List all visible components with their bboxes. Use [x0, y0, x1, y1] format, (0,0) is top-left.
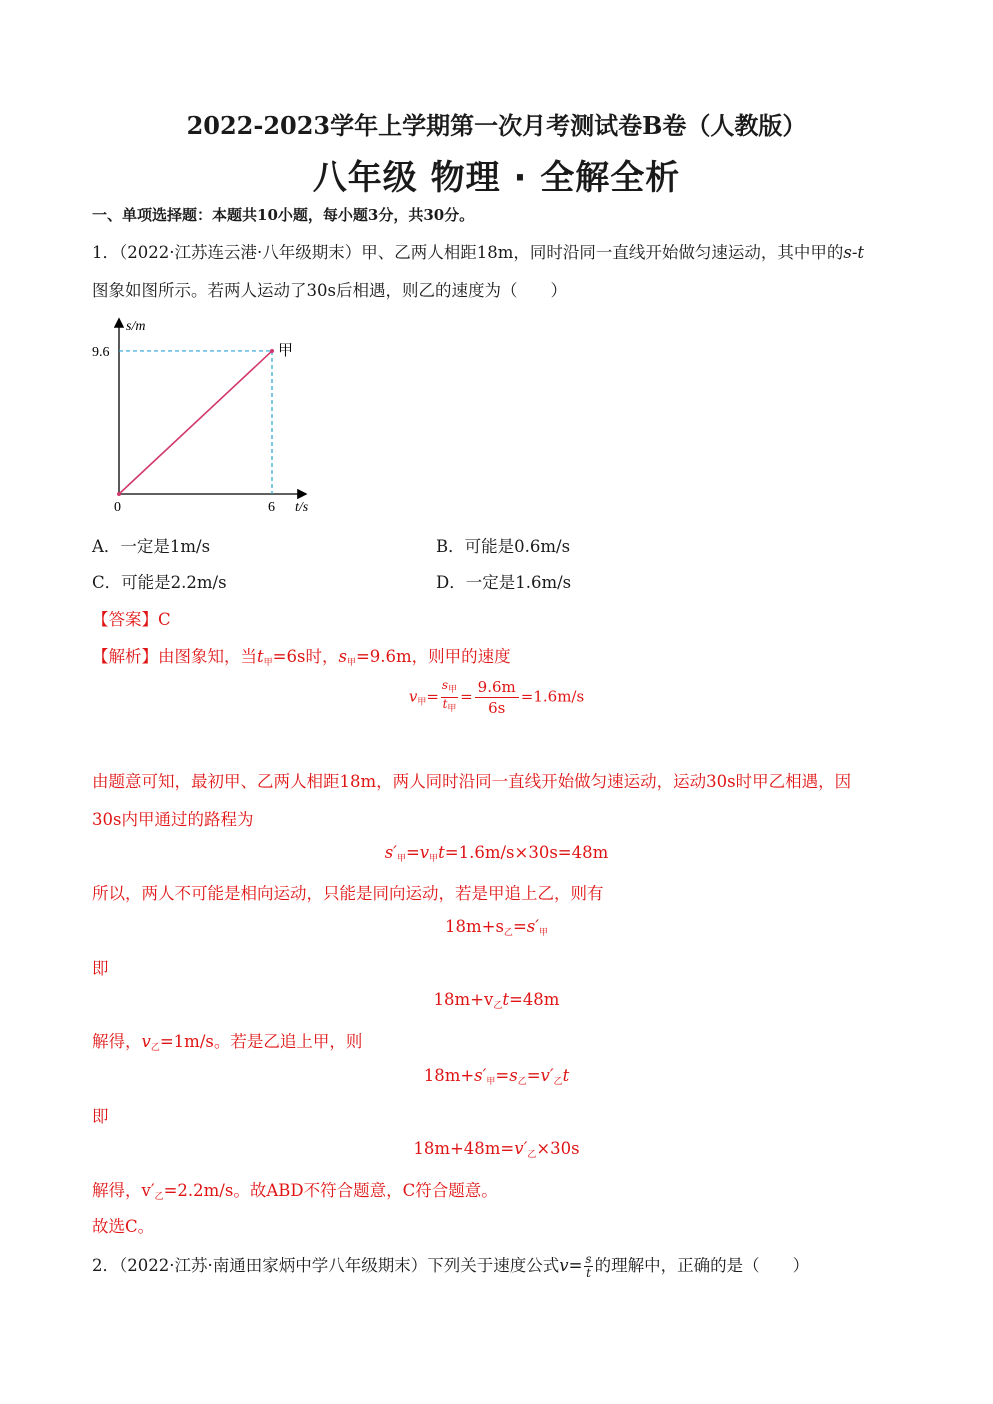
analysis-line1: 【解析】由图象知，当$t_甲=6s$时，$s_甲=9.6m$，则甲的速度	[92, 647, 511, 668]
answer: 【答案】C	[92, 610, 171, 629]
series-label-jia: 甲	[278, 342, 294, 359]
equation-3: $18m+v_乙t=48m$	[433, 990, 560, 1011]
q1-stem-line1: 1．（2022·江苏连云港·八年级期末）甲、乙两人相距18m，同时沿同一直线开始做匀速运动，其中甲的s-t	[92, 243, 865, 262]
analysis-para3: 所以，两人不可能是相向运动，只能是同向运动，若是甲追上乙，则有	[92, 884, 604, 903]
equation-2: $18m+s_乙=s'_甲$	[444, 917, 548, 938]
ji-1: 即	[92, 959, 109, 978]
option-d: D．一定是1.6m/s	[436, 573, 572, 592]
series-line-jia	[119, 351, 272, 494]
data-point-origin	[117, 492, 121, 496]
x-tick-label-0: 0	[114, 500, 121, 515]
option-b: B．可能是0.6m/s	[436, 537, 571, 556]
option-a: A．一定是1m/s	[92, 537, 211, 556]
equation-4: $18m+s'_甲=s_乙=v'_乙t$	[423, 1066, 570, 1087]
analysis-para2-line1: 由题意可知，最初甲、乙两人相距18m，两人同时沿同一直线开始做匀速运动，运动30s时甲乙相遇，因	[92, 772, 852, 791]
document-subtitle: 八年级 物理 · 全解全析	[312, 158, 681, 198]
data-point-end	[270, 349, 274, 353]
analysis-para5: 解得，$v'_乙=2.2m/s$。故ABD不符合题意，C符合题意。	[92, 1181, 498, 1202]
x-tick-label-6: 6	[268, 500, 275, 515]
st-graph	[90, 312, 320, 524]
y-tick-label: 9.6	[92, 344, 110, 360]
analysis-para2-line2: 30s内甲通过的路程为	[92, 810, 254, 829]
q2-stem: 2．（2022·江苏·南通田家炳中学八年级期末）下列关于速度公式v= $\frac{s}{t}$ 的理解中，正确的是（ ）	[92, 1252, 810, 1280]
final-choice: 故选C。	[92, 1217, 155, 1236]
y-axis-label: s/m	[126, 319, 146, 334]
formula-velocity-jia: $v_甲=$ $\frac{s_甲}{t_甲}$ = $\frac{9.6m}{6s}$ =1.6m/s	[408, 678, 585, 717]
equation-distance-jia: $s'_甲=v_甲t=1.6m/s\times 30s=48m$	[384, 843, 609, 864]
ji-2: 即	[92, 1107, 109, 1126]
x-axis-label: t/s	[295, 500, 309, 515]
document-title: 2022-2023学年上学期第一次月考测试卷B卷（人教版）	[186, 111, 807, 140]
section-heading: 一、单项选择题：本题共10小题，每小题3分，共30分。	[92, 206, 475, 224]
option-c: C．可能是2.2m/s	[92, 573, 227, 592]
q1-stem-line2: 图象如图所示。若两人运动了30s后相遇，则乙的速度为（ ）	[92, 281, 567, 300]
analysis-para4: 解得，$v_乙=1m/s$。若是乙追上甲，则	[92, 1032, 363, 1053]
equation-5: $18m+48m=v'_乙\times 30s$	[413, 1139, 580, 1160]
